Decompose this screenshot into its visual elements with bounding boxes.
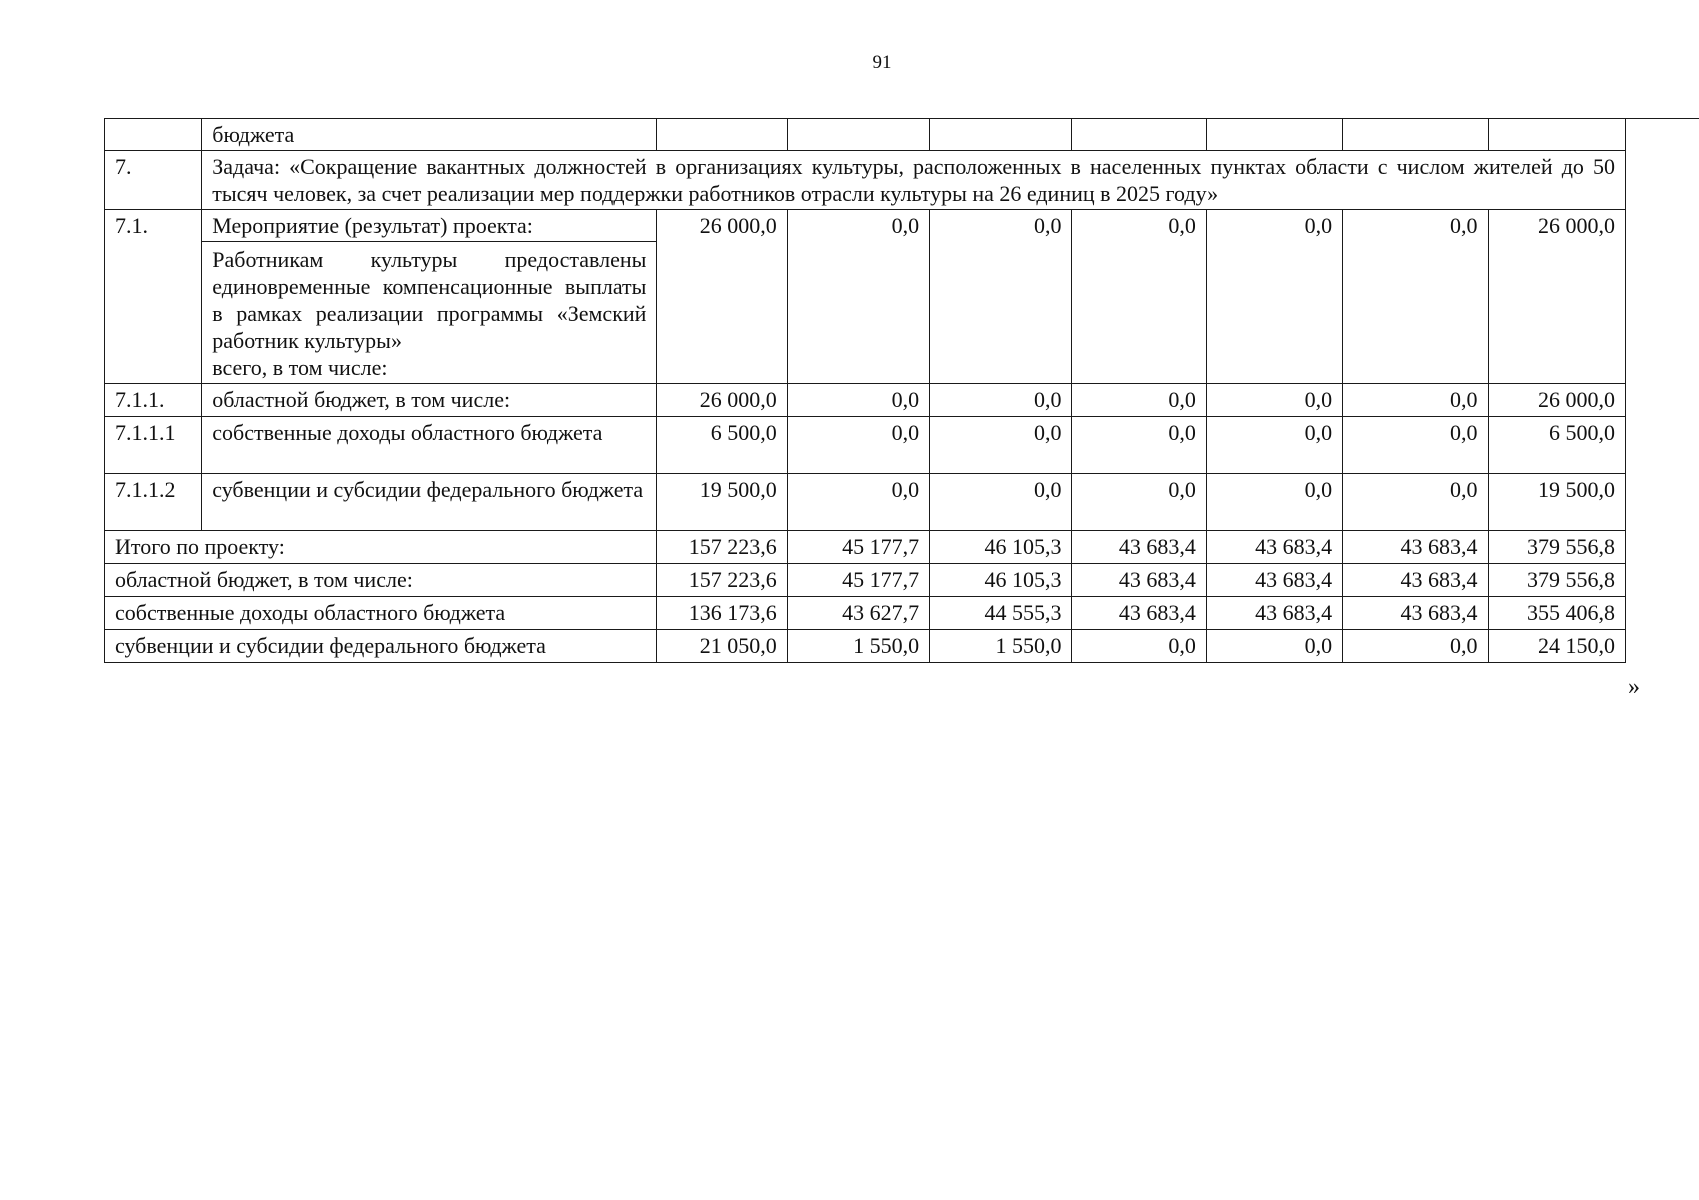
value-cell: 0,0 [930,210,1072,384]
row-name: бюджета [202,119,657,151]
value-cell: 136 173,6 [657,597,787,630]
value-cell: 0,0 [787,417,929,474]
value-cell: 26 000,0 [1488,210,1625,384]
row-name: собственные доходы областного бюджета [202,417,657,474]
value-cell [1343,119,1488,151]
value-cell: 46 105,3 [930,531,1072,564]
value-cell [657,119,787,151]
value-cell: 0,0 [787,474,929,531]
table-row-7-1-1-2 [105,474,1626,531]
row-name: областной бюджет, в том числе: [202,384,657,417]
value-cell: 45 177,7 [787,531,929,564]
value-cell: 0,0 [1072,474,1206,531]
value-cell: 0,0 [1072,210,1206,384]
value-cell: 0,0 [1206,210,1342,384]
row-code: 7.1.1. [105,384,202,417]
value-cell: 0,0 [1343,417,1488,474]
value-cell: 43 683,4 [1343,564,1488,597]
closing-quote: » [1628,674,1640,700]
page-number: 91 [872,52,892,73]
value-cell: 21 050,0 [657,630,787,663]
row-name: субвенции и субсидии федерального бюджета [105,630,657,663]
value-cell: 0,0 [1206,630,1342,663]
value-cell: 0,0 [1343,630,1488,663]
row-name: собственные доходы областного бюджета [105,597,657,630]
value-cell: 6 500,0 [657,417,787,474]
value-cell: 43 683,4 [1343,597,1488,630]
value-cell [1072,119,1206,151]
row-name: субвенции и субсидии федерального бюджета [202,474,657,531]
row-code: 7.1.1.2 [105,474,202,531]
budget-table [104,118,1626,663]
table-row-continuation [105,119,1626,151]
value-cell: 355 406,8 [1488,597,1625,630]
value-cell: 0,0 [930,384,1072,417]
table-row-project-total [105,531,1626,564]
value-cell [1206,119,1342,151]
row-code: 7.1.1.1 [105,417,202,474]
value-cell: 44 555,3 [930,597,1072,630]
value-cell: 0,0 [1072,384,1206,417]
value-cell: 157 223,6 [657,531,787,564]
table-row-7-1-1-1 [105,417,1626,474]
table-row-task [105,151,1626,210]
table-row-regional-budget [105,564,1626,597]
table-stub-line-top [1626,118,1699,119]
value-cell: 157 223,6 [657,564,787,597]
value-cell: 24 150,0 [1488,630,1625,663]
value-cell: 379 556,8 [1488,564,1625,597]
value-cell [1488,119,1625,151]
value-cell: 43 683,4 [1072,531,1206,564]
value-cell: 1 550,0 [930,630,1072,663]
value-cell: 379 556,8 [1488,531,1625,564]
value-cell: 0,0 [787,210,929,384]
value-cell: 0,0 [1072,630,1206,663]
row-description [202,242,657,384]
value-cell: 0,0 [930,474,1072,531]
value-cell: 43 683,4 [1206,564,1342,597]
row-name: областной бюджет, в том числе: [105,564,657,597]
value-cell [930,119,1072,151]
value-cell: 43 683,4 [1072,597,1206,630]
value-cell: 26 000,0 [657,210,787,384]
value-cell: 26 000,0 [657,384,787,417]
row-name: Итого по проекту: [105,531,657,564]
value-cell: 46 105,3 [930,564,1072,597]
value-cell: 43 683,4 [1343,531,1488,564]
value-cell: 0,0 [1206,384,1342,417]
value-cell: 0,0 [1206,474,1342,531]
value-cell: 26 000,0 [1488,384,1625,417]
value-cell: 43 627,7 [787,597,929,630]
value-cell: 19 500,0 [1488,474,1625,531]
value-cell: 0,0 [1343,474,1488,531]
value-cell: 19 500,0 [657,474,787,531]
value-cell: 43 683,4 [1206,531,1342,564]
value-cell: 0,0 [1343,210,1488,384]
value-cell: 43 683,4 [1206,597,1342,630]
value-cell: 1 550,0 [787,630,929,663]
row-title: Мероприятие (результат) проекта: [202,210,657,242]
value-cell: 0,0 [1072,417,1206,474]
value-cell: 45 177,7 [787,564,929,597]
row-code: 7. [105,151,202,210]
row-code: 7.1. [105,210,202,384]
value-cell: 0,0 [787,384,929,417]
value-cell [787,119,929,151]
table-row-7-1-title [105,210,1626,242]
value-cell: 0,0 [1343,384,1488,417]
table-row-own-revenue [105,597,1626,630]
table-row-7-1-1 [105,384,1626,417]
task-text: Задача: «Сокращение вакантных должностей в организациях культуры, расположенных в населенных пунктах области с числом жителей до 50 тысяч человек, за счет реализации мер поддержки работников отрасли культуры на 26 единиц в 2025 году» [202,151,1626,210]
value-cell: 0,0 [930,417,1072,474]
value-cell: 43 683,4 [1072,564,1206,597]
row-code [105,119,202,151]
description-text: Работникам культуры предоставлены единовременные компенсационные выплаты в рамках реализации программы «Земский работник культуры» [212,247,647,353]
table-row-federal-subsidies [105,630,1626,663]
value-cell: 0,0 [1206,417,1342,474]
value-cell: 6 500,0 [1488,417,1625,474]
total-note: всего, в том числе: [212,355,388,380]
